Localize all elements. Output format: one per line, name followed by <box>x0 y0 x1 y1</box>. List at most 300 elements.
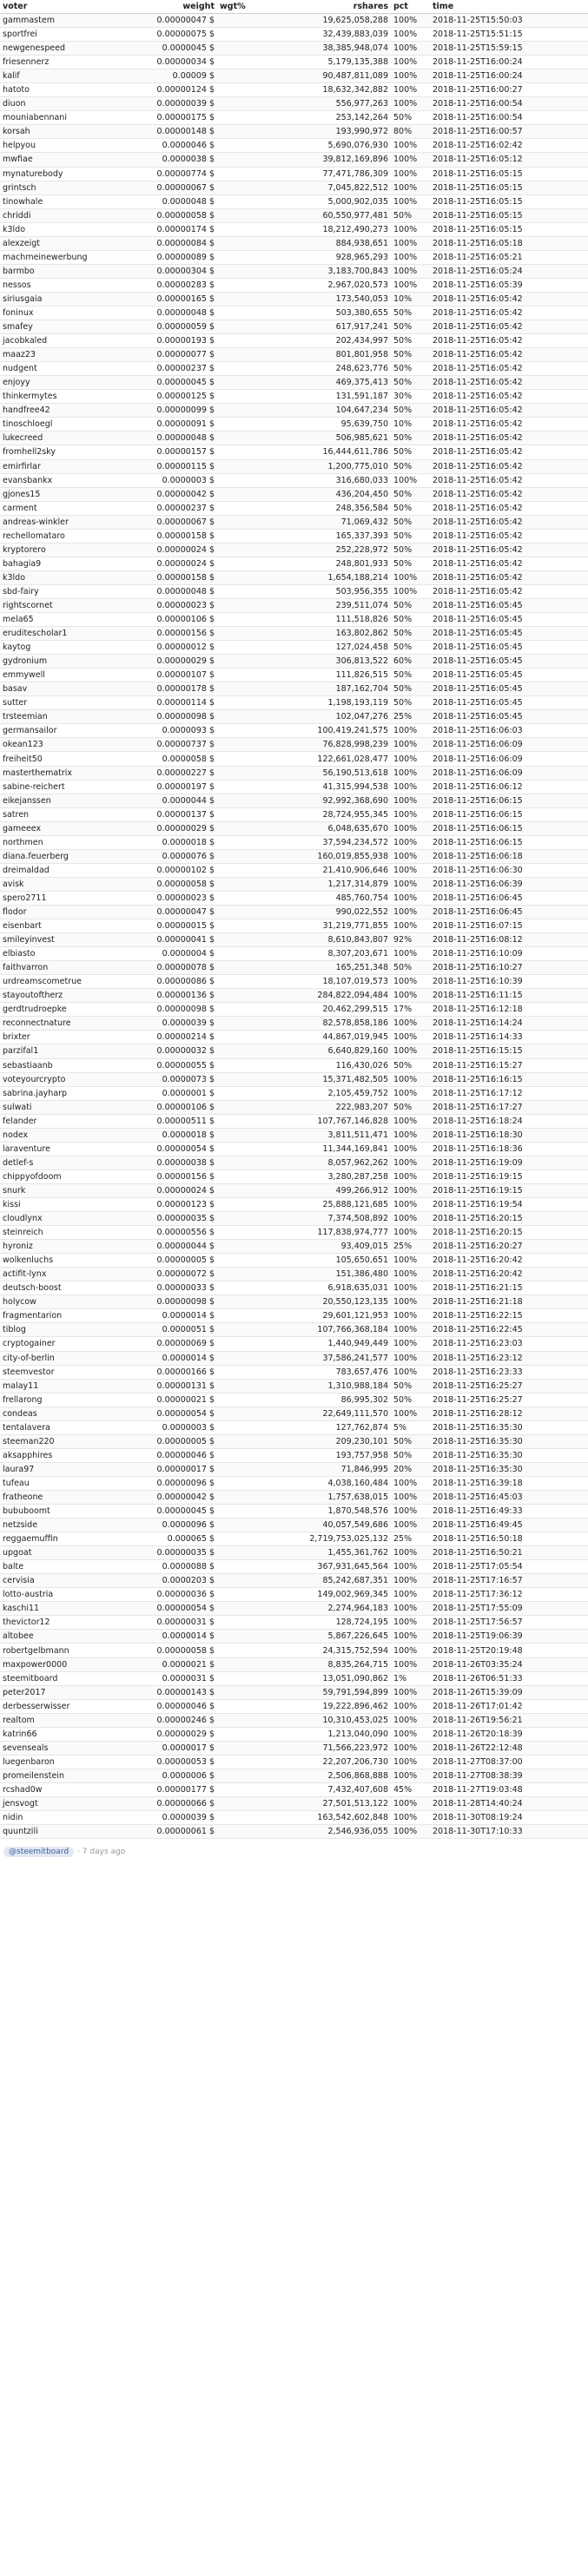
vote-time: 2018-11-26T22:12:48 <box>430 1741 588 1755</box>
vote-pct: 50% <box>391 1100 430 1114</box>
voter-name[interactable]: tiblog <box>0 1323 139 1337</box>
voter-name[interactable]: tinoschloegl <box>0 418 139 432</box>
voter-name[interactable]: deutsch-boost <box>0 1281 139 1295</box>
voter-name[interactable]: balte <box>0 1560 139 1574</box>
vote-wgt <box>217 1519 261 1532</box>
voter-name[interactable]: steemitboard <box>0 1671 139 1685</box>
table-row <box>0 1268 588 1281</box>
vote-wgt <box>217 1476 261 1490</box>
vote-rshares: 37,586,241,577 <box>261 1351 391 1365</box>
vote-rshares: 1,310,988,184 <box>261 1379 391 1393</box>
voter-name[interactable]: k3ldo <box>0 222 139 236</box>
vote-time: 2018-11-25T16:00:24 <box>430 69 588 83</box>
vote-weight: 0.00000124 $ <box>139 83 217 97</box>
voter-name[interactable]: steemvestor <box>0 1365 139 1379</box>
voter-name[interactable]: emmywell <box>0 669 139 682</box>
vote-time: 2018-11-25T16:00:27 <box>430 83 588 97</box>
vote-wgt <box>217 738 261 752</box>
vote-weight: 0.0000076 $ <box>139 849 217 863</box>
vote-weight: 0.00009 $ <box>139 69 217 83</box>
voter-name[interactable]: reggaemuffin <box>0 1532 139 1546</box>
vote-pct: 92% <box>391 933 430 947</box>
voter-name[interactable]: malay11 <box>0 1379 139 1393</box>
vote-wgt <box>217 1086 261 1100</box>
voter-name[interactable]: kalif <box>0 69 139 83</box>
voter-name[interactable]: urdreamscometrue <box>0 975 139 989</box>
vote-pct: 100% <box>391 919 430 933</box>
voter-name[interactable]: carment <box>0 501 139 515</box>
voter-name[interactable]: bububoomt <box>0 1505 139 1519</box>
vote-time: 2018-11-25T16:19:15 <box>430 1183 588 1197</box>
vote-rshares: 95,639,750 <box>261 418 391 432</box>
table-row <box>0 1183 588 1197</box>
vote-wgt <box>217 459 261 473</box>
voter-name[interactable]: upgoat <box>0 1546 139 1560</box>
voter-name[interactable]: diuon <box>0 97 139 111</box>
vote-rshares: 22,207,206,730 <box>261 1755 391 1769</box>
vote-wgt <box>217 557 261 570</box>
voter-name[interactable]: maxpower0000 <box>0 1657 139 1671</box>
voter-name[interactable]: voteyourcrypto <box>0 1072 139 1086</box>
voter-name[interactable]: flodor <box>0 906 139 919</box>
vote-pct: 100% <box>391 780 430 794</box>
voter-name[interactable]: sbd-fairy <box>0 584 139 598</box>
vote-pct: 100% <box>391 891 430 905</box>
vote-wgt <box>217 1727 261 1741</box>
voter-name[interactable]: derbesserwisser <box>0 1699 139 1713</box>
vote-rshares: 2,967,020,573 <box>261 278 391 292</box>
voter-name[interactable]: frellarong <box>0 1393 139 1407</box>
vote-wgt <box>217 487 261 501</box>
voter-name[interactable]: masterthematrix <box>0 766 139 780</box>
vote-weight: 0.00000067 $ <box>139 181 217 194</box>
vote-pct: 100% <box>391 1699 430 1713</box>
voter-name[interactable]: cervisia <box>0 1574 139 1588</box>
vote-time: 2018-11-25T16:05:42 <box>430 473 588 487</box>
vote-wgt <box>217 1268 261 1281</box>
voter-name[interactable]: spero2711 <box>0 891 139 905</box>
vote-rshares: 2,719,753,025,132 <box>261 1532 391 1546</box>
voter-name[interactable]: andreas-winkler <box>0 515 139 529</box>
voter-name[interactable]: diana.feuerberg <box>0 849 139 863</box>
voter-name[interactable]: machmeinewerbung <box>0 250 139 264</box>
voter-name[interactable]: evansbankx <box>0 473 139 487</box>
vote-pct: 25% <box>391 1240 430 1254</box>
vote-weight: 0.00000737 $ <box>139 738 217 752</box>
vote-time: 2018-11-25T16:05:45 <box>430 710 588 724</box>
vote-pct: 100% <box>391 1337 430 1351</box>
col-time[interactable]: time <box>430 0 588 14</box>
voter-name[interactable]: fromhell2sky <box>0 445 139 459</box>
vote-time: 2018-11-25T16:00:54 <box>430 97 588 111</box>
voter-name[interactable]: kaschi11 <box>0 1602 139 1616</box>
voter-name[interactable]: chriddi <box>0 208 139 222</box>
col-pct[interactable]: pct <box>391 0 430 14</box>
voter-name[interactable]: mwfiae <box>0 153 139 167</box>
vote-rshares: 783,657,476 <box>261 1365 391 1379</box>
vote-weight: 0.00000237 $ <box>139 501 217 515</box>
vote-time: 2018-11-25T16:12:18 <box>430 1003 588 1017</box>
vote-weight: 0.00000024 $ <box>139 543 217 557</box>
table-row <box>0 821 588 835</box>
voter-name[interactable]: sulwati <box>0 1100 139 1114</box>
voter-name[interactable]: laraventure <box>0 1142 139 1156</box>
vote-time: 2018-11-25T16:05:42 <box>430 348 588 362</box>
voter-name[interactable]: northmen <box>0 835 139 849</box>
vote-weight: 0.00000044 $ <box>139 1240 217 1254</box>
voter-name[interactable]: cloudlynx <box>0 1212 139 1226</box>
voter-name[interactable]: sabrina.jayharp <box>0 1086 139 1100</box>
vote-rshares: 193,990,972 <box>261 125 391 139</box>
voter-name[interactable]: rcshad0w <box>0 1782 139 1796</box>
vote-wgt <box>217 56 261 69</box>
vote-time: 2018-11-25T16:11:15 <box>430 989 588 1003</box>
vote-wgt <box>217 1685 261 1699</box>
voter-name[interactable]: trsteemian <box>0 710 139 724</box>
voter-name[interactable]: nudgent <box>0 362 139 376</box>
vote-time: 2018-11-25T16:06:09 <box>430 738 588 752</box>
table-row <box>0 1197 588 1211</box>
table-row <box>0 1505 588 1519</box>
voter-name[interactable]: helpyou <box>0 139 139 153</box>
table-row <box>0 404 588 418</box>
voter-name[interactable]: alexzeigt <box>0 236 139 250</box>
vote-rshares: 1,757,638,015 <box>261 1490 391 1504</box>
voter-name[interactable]: fratheone <box>0 1490 139 1504</box>
voter-name[interactable]: barmbo <box>0 264 139 278</box>
voter-name[interactable]: nodex <box>0 1128 139 1142</box>
voter-name[interactable]: gydronium <box>0 655 139 669</box>
vote-time: 2018-11-25T16:10:09 <box>430 947 588 961</box>
vote-wgt <box>217 780 261 794</box>
voter-name[interactable]: gammastem <box>0 14 139 28</box>
voter-name[interactable]: brixter <box>0 1031 139 1044</box>
voter-name[interactable]: city-of-berlin <box>0 1351 139 1365</box>
col-wgt[interactable]: wgt% <box>217 0 261 14</box>
voter-name[interactable]: nidin <box>0 1811 139 1825</box>
vote-pct: 100% <box>391 1630 430 1644</box>
vote-time: 2018-11-25T16:07:15 <box>430 919 588 933</box>
voter-name[interactable]: detlef-s <box>0 1156 139 1169</box>
voter-name[interactable]: mouniabennani <box>0 111 139 125</box>
voter-name[interactable]: okean123 <box>0 738 139 752</box>
voter-name[interactable]: avisk <box>0 877 139 891</box>
voter-name[interactable]: netzside <box>0 1519 139 1532</box>
vote-time: 2018-11-25T16:06:09 <box>430 752 588 766</box>
table-row <box>0 584 588 598</box>
table-row <box>0 334 588 348</box>
voter-name[interactable]: satren <box>0 807 139 821</box>
col-rshares[interactable]: rshares <box>261 0 391 14</box>
vote-wgt <box>217 1254 261 1268</box>
vote-pct: 100% <box>391 83 430 97</box>
voter-name[interactable]: lukecreed <box>0 432 139 445</box>
voter-name[interactable]: grintsch <box>0 181 139 194</box>
vote-wgt <box>217 1031 261 1044</box>
vote-time: 2018-11-25T16:35:30 <box>430 1434 588 1448</box>
vote-time: 2018-11-25T16:05:42 <box>430 445 588 459</box>
voter-name[interactable]: condeas <box>0 1407 139 1420</box>
voter-name[interactable]: altobee <box>0 1630 139 1644</box>
table-row <box>0 1058 588 1072</box>
voter-name[interactable]: eruditescholar1 <box>0 627 139 641</box>
voter-name[interactable]: tinowhale <box>0 194 139 208</box>
vote-wgt <box>217 543 261 557</box>
voter-name[interactable]: hyroniz <box>0 1240 139 1254</box>
vote-wgt <box>217 292 261 306</box>
vote-weight: 0.0000006 $ <box>139 1769 217 1782</box>
vote-weight: 0.00000067 $ <box>139 515 217 529</box>
voter-name[interactable]: luegenbaron <box>0 1755 139 1769</box>
vote-pct: 100% <box>391 14 430 28</box>
vote-weight: 0.00000156 $ <box>139 1169 217 1183</box>
voter-name[interactable]: freiheit50 <box>0 752 139 766</box>
vote-wgt <box>217 598 261 612</box>
voter-name[interactable]: sutter <box>0 696 139 710</box>
table-row <box>0 445 588 459</box>
vote-weight: 0.0000048 $ <box>139 194 217 208</box>
vote-wgt <box>217 125 261 139</box>
vote-time: 2018-11-25T16:00:57 <box>430 125 588 139</box>
vote-time: 2018-11-26T06:51:33 <box>430 1671 588 1685</box>
voter-name[interactable]: tufeau <box>0 1476 139 1490</box>
vote-rshares: 22,649,111,570 <box>261 1407 391 1420</box>
voter-name[interactable]: robertgelbmann <box>0 1644 139 1657</box>
vote-pct: 100% <box>391 236 430 250</box>
voter-name[interactable]: promeilenstein <box>0 1769 139 1782</box>
table-row <box>0 1254 588 1268</box>
voter-name[interactable]: enjoyy <box>0 376 139 390</box>
voter-name[interactable]: gerdtrudroepke <box>0 1003 139 1017</box>
vote-wgt <box>217 669 261 682</box>
voter-name[interactable]: fragmentarion <box>0 1309 139 1323</box>
vote-pct: 100% <box>391 1086 430 1100</box>
table-row <box>0 1044 588 1058</box>
table-row <box>0 696 588 710</box>
voter-name[interactable]: eisenbart <box>0 919 139 933</box>
voter-name[interactable]: lotto-austria <box>0 1588 139 1602</box>
vote-weight: 0.00000096 $ <box>139 1476 217 1490</box>
voter-name[interactable]: rechellomataro <box>0 529 139 543</box>
table-row <box>0 515 588 529</box>
vote-wgt <box>217 139 261 153</box>
voter-name[interactable]: basav <box>0 682 139 696</box>
table-row <box>0 97 588 111</box>
vote-time: 2018-11-25T16:05:42 <box>430 362 588 376</box>
vote-weight: 0.00000041 $ <box>139 933 217 947</box>
vote-weight: 0.00000048 $ <box>139 432 217 445</box>
vote-time: 2018-11-25T16:05:42 <box>430 570 588 584</box>
vote-time: 2018-11-25T16:06:15 <box>430 821 588 835</box>
vote-time: 2018-11-25T16:14:24 <box>430 1017 588 1031</box>
table-row <box>0 1476 588 1490</box>
voter-name[interactable]: parzifal1 <box>0 1044 139 1058</box>
vote-wgt <box>217 1337 261 1351</box>
voter-name[interactable]: elbiasto <box>0 947 139 961</box>
voter-name[interactable]: sabine-reichert <box>0 780 139 794</box>
voter-name[interactable]: eikejanssen <box>0 794 139 807</box>
voter-name[interactable]: dreimaldad <box>0 863 139 877</box>
voter-name[interactable]: sebastiaanb <box>0 1058 139 1072</box>
vote-pct: 1% <box>391 1671 430 1685</box>
vote-weight: 0.00000106 $ <box>139 613 217 627</box>
voter-name[interactable]: katrin66 <box>0 1727 139 1741</box>
voter-name[interactable]: mela65 <box>0 613 139 627</box>
vote-weight: 0.0000039 $ <box>139 1811 217 1825</box>
vote-rshares: 248,801,933 <box>261 557 391 570</box>
voter-name[interactable]: cryptogainer <box>0 1337 139 1351</box>
vote-pct: 100% <box>391 584 430 598</box>
vote-pct: 100% <box>391 1212 430 1226</box>
voter-name[interactable]: jensvogt <box>0 1797 139 1811</box>
col-voter[interactable]: voter <box>0 0 139 14</box>
vote-weight: 0.00000012 $ <box>139 641 217 655</box>
voter-name[interactable]: k3ldo <box>0 570 139 584</box>
voter-name[interactable]: thinkermytes <box>0 390 139 404</box>
vote-wgt <box>217 1825 261 1839</box>
vote-time: 2018-11-25T19:06:39 <box>430 1630 588 1644</box>
voter-name[interactable]: kryptorero <box>0 543 139 557</box>
vote-time: 2018-11-25T16:06:15 <box>430 794 588 807</box>
voter-name[interactable]: actifit-lynx <box>0 1268 139 1281</box>
voter-name[interactable]: friesennerz <box>0 56 139 69</box>
voter-name[interactable]: siriusgaia <box>0 292 139 306</box>
vote-time: 2018-11-25T16:10:27 <box>430 961 588 975</box>
vote-rshares: 503,956,355 <box>261 584 391 598</box>
voter-name[interactable]: tentalavera <box>0 1420 139 1434</box>
voter-name[interactable]: wolkenluchs <box>0 1254 139 1268</box>
voter-name[interactable]: korsah <box>0 125 139 139</box>
vote-weight: 0.00000029 $ <box>139 821 217 835</box>
voter-name[interactable]: hatoto <box>0 83 139 97</box>
vote-rshares: 3,183,700,843 <box>261 264 391 278</box>
vote-pct: 100% <box>391 1183 430 1197</box>
voter-name[interactable]: mynaturebody <box>0 167 139 181</box>
vote-wgt <box>217 42 261 56</box>
voter-name[interactable]: smileyinvest <box>0 933 139 947</box>
table-row <box>0 264 588 278</box>
voter-name[interactable]: holycow <box>0 1295 139 1309</box>
vote-pct: 50% <box>391 1379 430 1393</box>
voter-name[interactable]: thevictor12 <box>0 1616 139 1630</box>
vote-weight: 0.0000088 $ <box>139 1560 217 1574</box>
col-weight[interactable]: weight <box>139 0 217 14</box>
table-row <box>0 292 588 306</box>
vote-rshares: 6,048,635,670 <box>261 821 391 835</box>
table-row <box>0 891 588 905</box>
voter-name[interactable]: germansailor <box>0 724 139 738</box>
vote-pct: 100% <box>391 28 430 42</box>
table-row <box>0 1574 588 1588</box>
vote-weight: 0.00000023 $ <box>139 891 217 905</box>
vote-wgt <box>217 1407 261 1420</box>
table-row <box>0 236 588 250</box>
voter-name[interactable]: snurk <box>0 1183 139 1197</box>
voter-name[interactable]: bahagia9 <box>0 557 139 570</box>
voter-name[interactable]: foninux <box>0 306 139 320</box>
table-row <box>0 14 588 28</box>
voter-name[interactable]: steeman220 <box>0 1434 139 1448</box>
voter-name[interactable]: reconnectnature <box>0 1017 139 1031</box>
table-row <box>0 1169 588 1183</box>
table-row <box>0 1532 588 1546</box>
voter-name[interactable]: kaytog <box>0 641 139 655</box>
table-row <box>0 459 588 473</box>
vote-weight: 0.00000177 $ <box>139 1782 217 1796</box>
voter-name[interactable]: chippyofdoom <box>0 1169 139 1183</box>
voter-name[interactable]: smafey <box>0 320 139 334</box>
table-row <box>0 1142 588 1156</box>
vote-rshares: 316,680,033 <box>261 473 391 487</box>
vote-time: 2018-11-25T16:22:45 <box>430 1323 588 1337</box>
voter-name[interactable]: handfree42 <box>0 404 139 418</box>
vote-rshares: 187,162,704 <box>261 682 391 696</box>
voter-name[interactable]: quuntzili <box>0 1825 139 1839</box>
voter-name[interactable]: nessos <box>0 278 139 292</box>
vote-time: 2018-11-25T16:20:27 <box>430 1240 588 1254</box>
vote-time: 2018-11-25T16:05:45 <box>430 641 588 655</box>
table-row <box>0 1448 588 1462</box>
voter-name[interactable]: realtom <box>0 1713 139 1727</box>
voter-name[interactable]: kissi <box>0 1197 139 1211</box>
vote-time: 2018-11-26T03:35:24 <box>430 1657 588 1671</box>
vote-pct: 30% <box>391 390 430 404</box>
voter-name[interactable]: gameeex <box>0 821 139 835</box>
vote-weight: 0.0000021 $ <box>139 1657 217 1671</box>
vote-rshares: 436,204,450 <box>261 487 391 501</box>
vote-weight: 0.00000069 $ <box>139 1337 217 1351</box>
vote-weight: 0.00000059 $ <box>139 320 217 334</box>
vote-weight: 0.00000158 $ <box>139 529 217 543</box>
vote-weight: 0.0000203 $ <box>139 1574 217 1588</box>
voter-name[interactable]: steinreich <box>0 1226 139 1240</box>
author-link[interactable]: @steemitboard <box>3 1847 74 1857</box>
vote-rshares: 165,337,393 <box>261 529 391 543</box>
voter-name[interactable]: faithvarron <box>0 961 139 975</box>
vote-pct: 100% <box>391 1505 430 1519</box>
voter-name[interactable]: newgenespeed <box>0 42 139 56</box>
voter-name[interactable]: gjones15 <box>0 487 139 501</box>
vote-time: 2018-11-25T16:05:39 <box>430 278 588 292</box>
voter-name[interactable]: sevenseals <box>0 1741 139 1755</box>
table-row <box>0 1128 588 1142</box>
vote-weight: 0.0000018 $ <box>139 1128 217 1142</box>
vote-weight: 0.00000034 $ <box>139 56 217 69</box>
vote-time: 2018-11-25T16:23:03 <box>430 1337 588 1351</box>
vote-rshares: 165,251,348 <box>261 961 391 975</box>
vote-wgt <box>217 1240 261 1254</box>
voter-name[interactable]: felander <box>0 1114 139 1128</box>
table-row <box>0 208 588 222</box>
vote-time: 2018-11-25T16:05:45 <box>430 598 588 612</box>
voter-name[interactable]: aksapphires <box>0 1448 139 1462</box>
voter-name[interactable]: stayoutoftherz <box>0 989 139 1003</box>
voter-name[interactable]: rightscornet <box>0 598 139 612</box>
voter-name[interactable]: peter2017 <box>0 1685 139 1699</box>
vote-rshares: 485,760,754 <box>261 891 391 905</box>
voter-name[interactable]: emirfirlar <box>0 459 139 473</box>
voter-name[interactable]: sportfrei <box>0 28 139 42</box>
vote-rshares: 193,757,958 <box>261 1448 391 1462</box>
vote-time: 2018-11-26T19:56:21 <box>430 1713 588 1727</box>
voter-name[interactable]: jacobkaled <box>0 334 139 348</box>
voter-name[interactable]: maaz23 <box>0 348 139 362</box>
voter-name[interactable]: laura97 <box>0 1462 139 1476</box>
table-row <box>0 153 588 167</box>
vote-pct: 50% <box>391 627 430 641</box>
table-row <box>0 863 588 877</box>
vote-wgt <box>217 445 261 459</box>
